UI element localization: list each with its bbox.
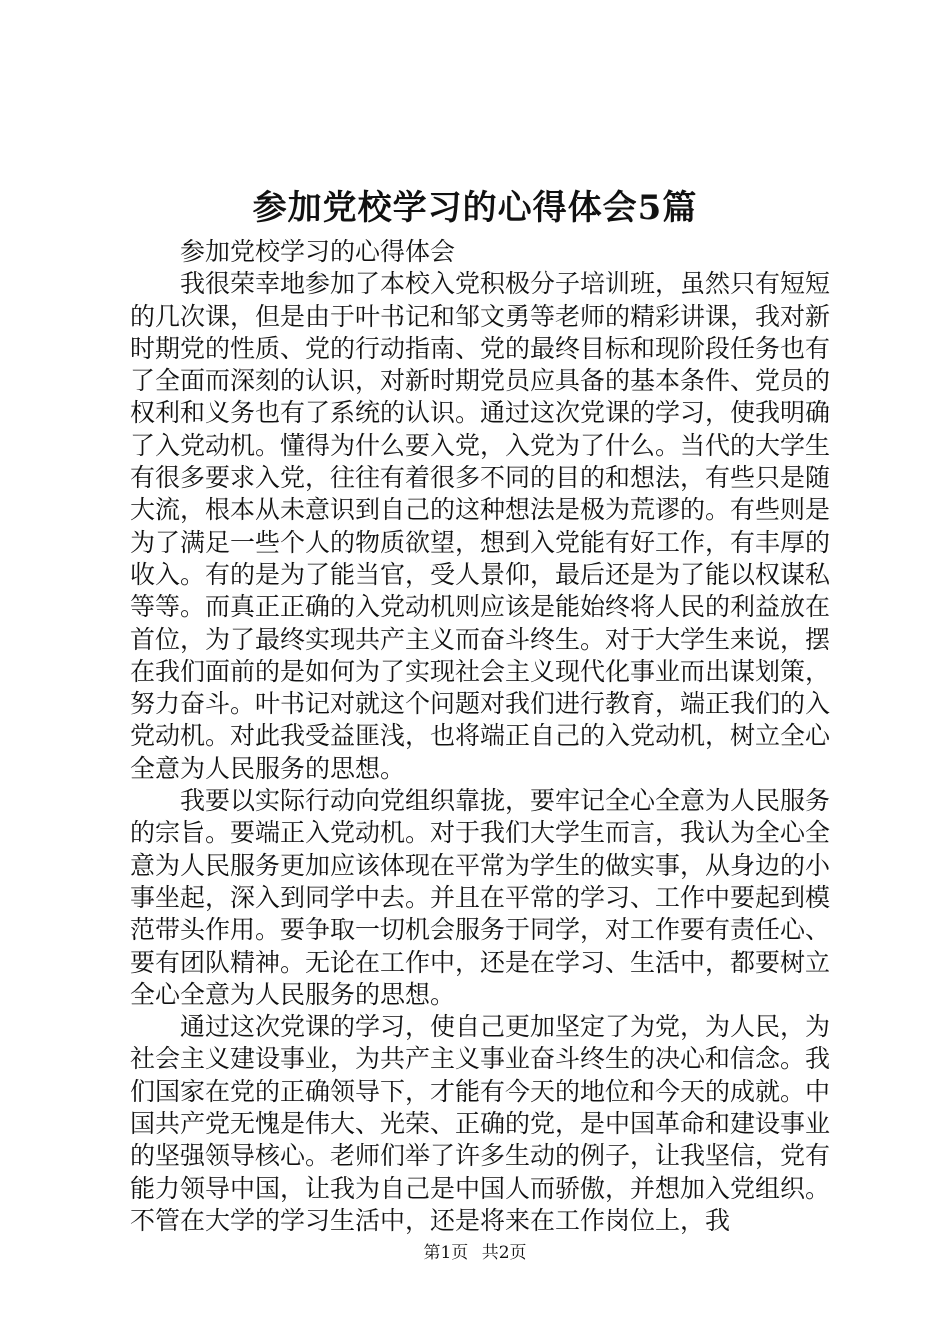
paragraph-3: 通过这次党课的学习，使自己更加坚定了为党，为人民，为社会主义建设事业，为共产主义事业奋斗终生的决心和信念。我们国家在党的正确领导下，才能有今天的地位和今天的成就。中国共产党无愧是伟大、光荣、正确的党，是中国革命和建设事业的坚强领导核心。老师们举了许多生动的例子，让我坚信，党有能力领导中国，让我为自己是中国人而骄傲，并想加入党组织。不管在大学的学习生活中，还是将来在工作岗位上，我 (130, 1012, 831, 1235)
page-number: 第1页 (423, 1243, 469, 1263)
document-title: 参加党校学习的心得体会5篇 (252, 188, 698, 228)
page-footer (0, 1242, 950, 1264)
document-subtitle: 参加党校学习的心得体会 (180, 237, 456, 266)
paragraph-2: 我要以实际行动向党组织靠拢，要牢记全心全意为人民服务的宗旨。要端正入党动机。对于我们大学生而言，我认为全心全意为人民服务更加应该体现在平常为学生的做实事，从身边的小事坐起，深入到同学中去。并且在平常的学习、工作中要起到模范带头作用。要争取一切机会服务于同学，对工作要有责任心、要有团队精神。无论在工作中，还是在学习、生活中，都要树立全心全意为人民服务的思想。 (130, 786, 831, 1009)
page-total: 共2页 (481, 1243, 527, 1263)
paragraph-1: 我很荣幸地参加了本校入党积极分子培训班，虽然只有短短的几次课，但是由于叶书记和邹文勇等老师的精彩讲课，我对新时期党的性质、党的行动指南、党的最终目标和现阶段任务也有了全面而深刻的认识，对新时期党员应具备的基本条件、党员的权利和义务也有了系统的认识。通过这次党课的学习，使我明确了入党动机。懂得为什么要入党，入党为了什么。当代的大学生有很多要求入党，往往有着很多不同的目的和想法，有些只是随大流，根本从未意识到自己的这种想法是极为荒谬的。有些则是为了满足一些个人的物质欲望，想到入党能有好工作，有丰厚的收入。有的是为了能当官，受人景仰，最后还是为了能以权谋私等等。而真正正确的入党动机则应该是能始终将人民的利益放在首位，为了最终实现共产主义而奋斗终生。对于大学生来说，摆在我们面前的是如何为了实现社会主义现代化事业而出谋划策，努力奋斗。叶书记对就这个问题对我们进行教育，端正我们的入党动机。对此我受益匪浅，也将端正自己的入党动机，树立全心全意为人民服务的思想。 (130, 269, 831, 783)
document-body (130, 236, 830, 1237)
